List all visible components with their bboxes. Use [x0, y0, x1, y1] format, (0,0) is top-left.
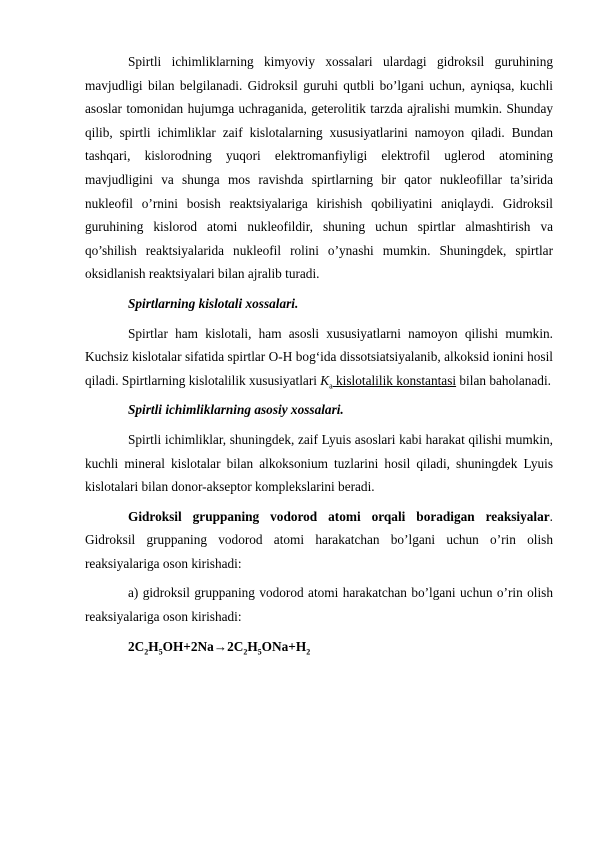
- basic-paragraph: Spirtli ichimliklar, shuningdek, zaif Lyuis asoslari kabi harakat qilishi mumkin, kuchli mineral kislotalar bilan alkoksonium tuzlarini hosil qiladi, shuningdek Lyuis kislotalari bilan donor-akseptor komplekslarini beradi.: [85, 431, 553, 495]
- acidic-paragraph: [85, 322, 553, 393]
- hydroxyl-text: . Gidroksil gruppaning vodorod atomi harakatchan bo’lgani uchun o’rin olish reaksiyalariga oson kirishadi:: [85, 508, 553, 571]
- hydroxyl-paragraph: [85, 505, 553, 576]
- hydroxyl-heading: Gidroksil gruppaning vodorod atomi orqali boradigan reaksiyalar: [128, 508, 550, 524]
- eq-part: ONa+H: [261, 638, 307, 654]
- document-body: [85, 50, 553, 664]
- eq-sub: 2: [306, 647, 311, 657]
- eq-sub: 5: [158, 647, 163, 657]
- eq-part: OH+2Na→2C: [162, 638, 244, 654]
- eq-part: H: [148, 638, 159, 654]
- eq-part: H: [247, 638, 258, 654]
- eq-sub: 2: [144, 647, 149, 657]
- acidity-constant-link[interactable]: kislotalilik konstantasi: [332, 372, 457, 388]
- acidic-text: Spirtlar ham kislotali, ham asosli xususiyatlarni namoyon qilishi mumkin. Kuchsiz kislotalar sifatida spirtlar O-H bog‘ida dissotsiatsiyalanib, alkoksid ionini hosil qiladi. Spirtlarning kislotalilik xususiyatlari: [85, 325, 553, 388]
- acidic-text-end: bilan baholanadi.: [456, 372, 551, 388]
- ka-subscript: a: [329, 381, 333, 391]
- section-heading-basic: Spirtli ichimliklarning asosiy xossalari.: [128, 402, 344, 418]
- eq-sub: 2: [243, 647, 248, 657]
- section-heading-acidic: Spirtlarning kislotali xossalari.: [128, 295, 299, 311]
- reaction-equation: [85, 635, 553, 659]
- reaction-a-paragraph: a) gidroksil gruppaning vodorod atomi harakatchan bo’lgani uchun o’rin olish reaksiyalariga oson kirishadi:: [85, 585, 553, 625]
- eq-part: 2C: [128, 638, 145, 654]
- ka-symbol: K: [320, 372, 330, 388]
- intro-paragraph: Spirtli ichimliklarning kimyoviy xossalari ulardagi gidroksil guruhining mavjudligi bilan belgilanadi. Gidroksil guruhi qutbli bo’lgani uchun, ayniqsa, kuchli asoslar tomonidan hujumga uchraganida, geterolitik tarzda ajralishi mumkin. Shunday qilib, spirtli ichimliklar zaif kislotalarning xususiyatlarini namoyon qiladi. Bundan tashqari, kislorodning yuqori elektromanfiyligi elektrofil uglerod atomining mavjudligini va shunga mos ravishda spirtlarning bir qator nukleofillar ta’sirida nukleofil o’rnini bosish reaktsiyalariga kirishish qobiliyatini aniqlaydi. Gidroksil guruhining kislorod atomi nukleofildir, shuning uchun spirtlar almashtirish va qo’shilish reaktsiyalarida nukleofil rolini o’ynashi mumkin. Shuningdek, spirtlar oksidlanish reaktsiyalari bilan ajralib turadi.: [85, 54, 553, 282]
- eq-sub: 5: [257, 647, 262, 657]
